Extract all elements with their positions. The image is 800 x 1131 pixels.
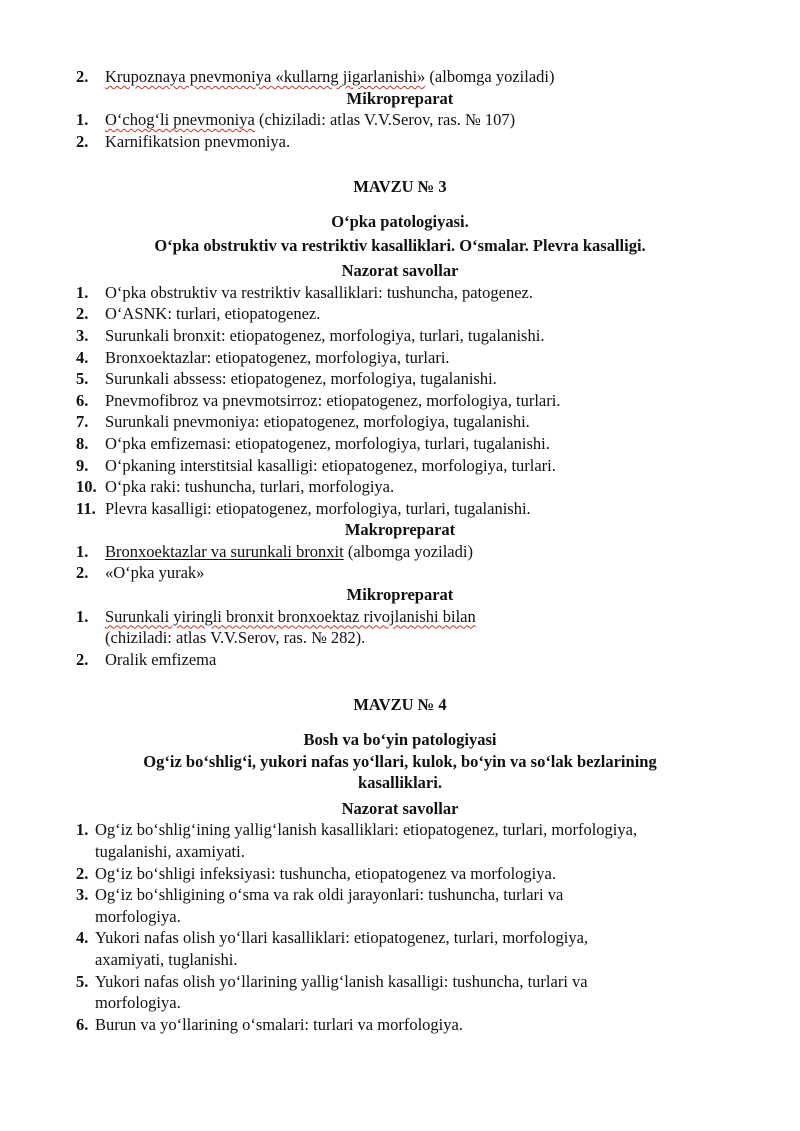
list-item bbox=[0, 649, 725, 671]
section-heading: Makropreparat bbox=[344, 520, 456, 540]
section-heading: Mikropreparat bbox=[346, 88, 454, 108]
item-number: 4. bbox=[76, 928, 89, 948]
section-heading: Nazorat savollar bbox=[341, 261, 459, 281]
item-number: 3. bbox=[76, 885, 89, 905]
list-item bbox=[0, 390, 725, 412]
item-text: Oralik emfizema bbox=[105, 649, 217, 669]
list-item bbox=[0, 606, 725, 649]
list-item bbox=[0, 1014, 735, 1036]
item-text: Karnifikatsion pnevmoniya. bbox=[105, 131, 291, 151]
item-text: (albomga yoziladi) bbox=[343, 541, 473, 561]
item-number: 1. bbox=[76, 541, 89, 561]
underlined-text: Bronxoektazlar va surunkali bronxit bbox=[105, 541, 344, 561]
list-item bbox=[0, 433, 725, 455]
item-number: 2. bbox=[76, 304, 89, 324]
item-text: O‘ASNK: turlari, etiopatogenez. bbox=[105, 304, 321, 324]
list-item bbox=[0, 109, 725, 131]
list-item bbox=[0, 347, 725, 369]
underlined-text: O‘chog‘li pnevmoniya bbox=[105, 110, 255, 130]
list-item bbox=[0, 131, 725, 153]
list-item bbox=[0, 541, 725, 563]
item-text: Og‘iz bo‘shlig‘ining yallig‘lanish kasalliklari: etiopatogenez, turlari, morfologiya, bbox=[95, 820, 638, 840]
item-text: Yukori nafas olish yo‘llari kasalliklari: etiopatogenez, turlari, morfologiya, bbox=[95, 928, 589, 948]
list-item bbox=[0, 476, 725, 498]
item-text: (albomga yoziladi) bbox=[425, 67, 555, 86]
list-item bbox=[0, 303, 725, 325]
item-text: axamiyati, tuglanishi. bbox=[95, 949, 238, 969]
item-number: 4. bbox=[76, 347, 89, 367]
list-item bbox=[0, 819, 735, 862]
item-number: 2. bbox=[76, 863, 89, 883]
item-text: Bronxoektazlar: etiopatogenez, morfologiya, turlari. bbox=[105, 347, 450, 367]
item-text: tugalanishi, axamiyati. bbox=[95, 842, 245, 861]
item-text: Burun va yo‘llarining o‘smalari: turlari va morfologiya. bbox=[95, 1014, 463, 1034]
item-number: 1. bbox=[76, 820, 89, 840]
item-text: morfologiya. bbox=[95, 906, 181, 926]
item-number: 8. bbox=[76, 433, 89, 453]
topic-subtitle: Bosh va bo‘yin patologiyasi bbox=[303, 730, 497, 750]
item-number: 2. bbox=[76, 563, 89, 583]
item-text: O‘pka obstruktiv va restriktiv kasalliklari: tushuncha, patogenez. bbox=[105, 282, 533, 302]
item-number: 7. bbox=[76, 412, 89, 432]
item-number: 2. bbox=[76, 67, 89, 86]
item-text: «O‘pka yurak» bbox=[105, 563, 205, 583]
topic-subtitle: O‘pka obstruktiv va restriktiv kasalliklari. O‘smalar. Plevra kasalligi. bbox=[154, 235, 646, 255]
nazorat-list bbox=[0, 819, 800, 1035]
item-text: Og‘iz bo‘shligi infeksiyasi: tushuncha, etiopatogenez va morfologiya. bbox=[95, 863, 556, 883]
item-text: O‘pkaning interstitsial kasalligi: etiopatogenez, morfologiya, turlari. bbox=[105, 455, 556, 475]
item-number: 10. bbox=[76, 477, 97, 497]
item-text: (chiziladi: atlas V.V.Serov, ras. № 107) bbox=[254, 110, 516, 130]
list-item bbox=[0, 498, 725, 520]
item-text: Pnevmofibroz va pnevmotsirroz: etiopatogenez, morfologiya, turlari. bbox=[105, 390, 561, 410]
list-item bbox=[0, 971, 735, 1014]
item-text: (chiziladi: atlas V.V.Serov, ras. № 282). bbox=[105, 628, 366, 648]
document-page bbox=[0, 66, 800, 1035]
topic-subtitle: kasalliklari. bbox=[358, 773, 442, 793]
item-text: Plevra kasalligi: etiopatogenez, morfologiya, turlari, tugalanishi. bbox=[105, 498, 531, 518]
underlined-text: Surunkali yiringli bronxit bronxoektaz rivojlanishi bilan bbox=[105, 606, 476, 626]
list-item bbox=[0, 368, 725, 390]
list-item bbox=[0, 411, 725, 433]
item-number: 11. bbox=[76, 498, 96, 518]
list-item bbox=[0, 325, 725, 347]
item-number: 5. bbox=[76, 971, 89, 991]
item-text: O‘pka emfizemasi: etiopatogenez, morfologiya, turlari, tugalanishi. bbox=[105, 433, 550, 453]
item-text: Og‘iz bo‘shligining o‘sma va rak oldi jarayonlari: tushuncha, turlari va bbox=[95, 885, 564, 905]
section-heading: Mikropreparat bbox=[346, 585, 454, 605]
topic-title: MAVZU № 4 bbox=[353, 695, 447, 715]
item-text: Surunkali pnevmoniya: etiopatogenez, morfologiya, tugalanishi. bbox=[105, 412, 530, 432]
list-item bbox=[0, 455, 725, 477]
item-number: 2. bbox=[76, 649, 89, 669]
list-item bbox=[0, 884, 735, 927]
nazorat-list bbox=[0, 282, 800, 520]
item-text: Surunkali bronxit: etiopatogenez, morfologiya, turlari, tugalanishi. bbox=[105, 325, 545, 345]
section-heading: Nazorat savollar bbox=[341, 798, 459, 818]
list-item bbox=[0, 66, 725, 88]
item-text: Yukori nafas olish yo‘llarining yallig‘lanish kasalligi: tushuncha, turlari va bbox=[95, 971, 588, 991]
list-item bbox=[0, 562, 725, 584]
item-number: 5. bbox=[76, 369, 89, 389]
item-number: 1. bbox=[76, 110, 89, 130]
underlined-text: Krupoznaya pnevmoniya «kullarng jigarlanishi» bbox=[105, 67, 426, 86]
item-number: 3. bbox=[76, 325, 89, 345]
list-item bbox=[0, 927, 735, 970]
list-item bbox=[0, 282, 725, 304]
item-number: 6. bbox=[76, 1014, 89, 1034]
list-item bbox=[0, 863, 735, 885]
item-number: 1. bbox=[76, 282, 89, 302]
item-number: 9. bbox=[76, 455, 89, 475]
item-text: Surunkali abssess: etiopatogenez, morfologiya, tugalanishi. bbox=[105, 369, 497, 389]
item-number: 6. bbox=[76, 390, 89, 410]
item-number: 2. bbox=[76, 131, 89, 151]
item-number: 1. bbox=[76, 606, 89, 626]
item-text: morfologiya. bbox=[95, 993, 181, 1013]
topic-subtitle: O‘pka patologiyasi. bbox=[331, 211, 469, 231]
item-text: O‘pka raki: tushuncha, turlari, morfologiya. bbox=[105, 477, 395, 497]
topic-title: MAVZU № 3 bbox=[353, 177, 447, 197]
topic-subtitle: Og‘iz bo‘shlig‘i, yukori nafas yo‘llari, kulok, bo‘yin va so‘lak bezlarining bbox=[143, 751, 657, 771]
